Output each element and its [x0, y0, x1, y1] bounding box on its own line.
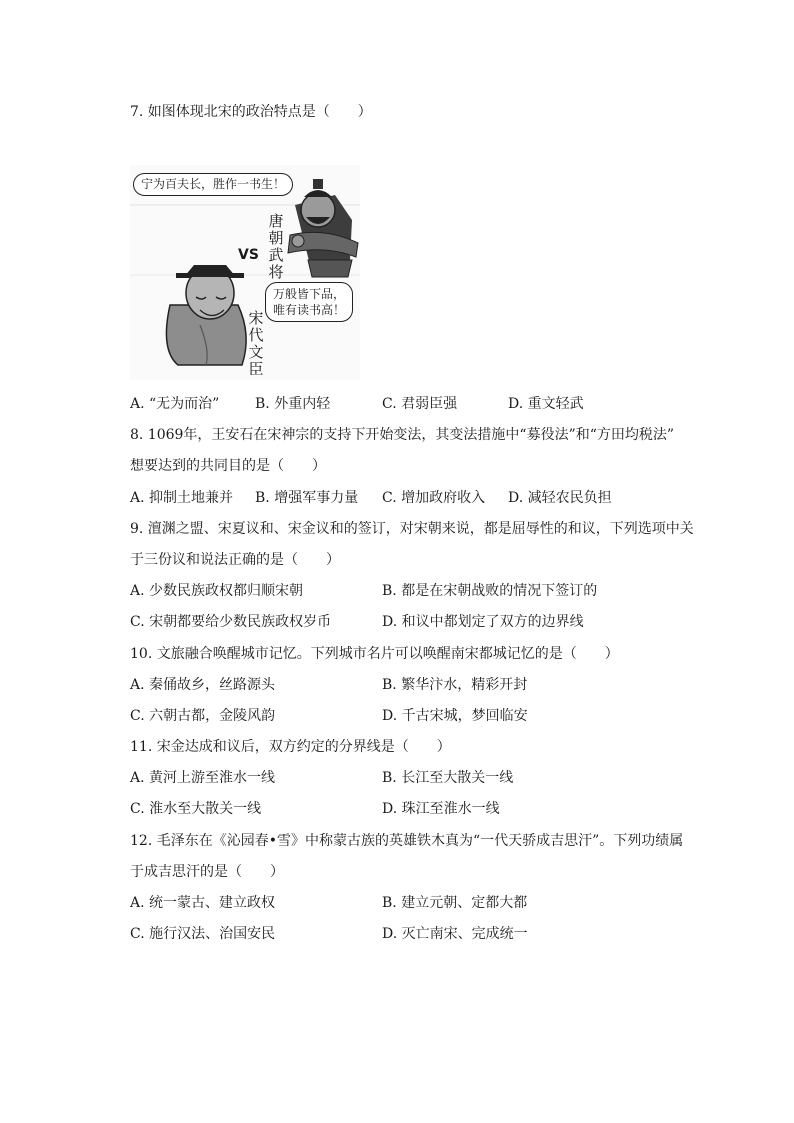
q8-stem-line1: 8. 1069年，王安石在宋神宗的支持下开始变法，其变法措施中“募役法”和“方田均税法” — [130, 427, 675, 443]
q7-option-d[interactable]: D. 重文轻武 — [508, 396, 584, 412]
q8-option-d[interactable]: D. 减轻农民负担 — [508, 490, 612, 506]
q7-option-b[interactable]: B. 外重内轻 — [255, 396, 331, 412]
q10-option-a[interactable]: A. 秦俑故乡，丝路源头 — [130, 677, 276, 693]
q12-option-b[interactable]: B. 建立元朝、定都大都 — [382, 895, 528, 911]
q12-stem-line1: 12. 毛泽东在《沁园春•雪》中称蒙古族的英雄铁木真为“一代天骄成吉思汗”。下列功绩属 — [130, 833, 684, 849]
q11-stem: 11. 宋金达成和议后，双方约定的分界线是（ ） — [130, 739, 451, 755]
q8-stem-line2: 想要达到的共同目的是（ ） — [130, 458, 326, 474]
q9-stem-line2: 于三份议和说法正确的是（ ） — [130, 552, 340, 568]
q10-option-b[interactable]: B. 繁华汴水，精彩开封 — [382, 677, 528, 693]
q12-option-d[interactable]: D. 灭亡南宋、完成统一 — [382, 926, 528, 942]
q9-option-d[interactable]: D. 和议中都划定了双方的边界线 — [382, 614, 584, 630]
q11-option-b[interactable]: B. 长江至大散关一线 — [382, 770, 514, 786]
q7-option-a[interactable]: A. “无为而治” — [130, 396, 220, 412]
q7-stem: 7. 如图体现北宋的政治特点是（ ） — [130, 104, 372, 120]
q7-cartoon — [130, 165, 360, 380]
cartoon-illustration — [130, 165, 360, 380]
q11-option-c[interactable]: C. 淮水至大散关一线 — [130, 801, 262, 817]
general-label: 唐 朝 武 将 — [268, 212, 284, 281]
q9-option-a[interactable]: A. 少数民族政权都归顺宋朝 — [130, 583, 304, 599]
q7-option-c[interactable]: C. 君弱臣强 — [382, 396, 458, 412]
q11-option-d[interactable]: D. 珠江至淮水一线 — [382, 801, 500, 817]
q9-option-c[interactable]: C. 宋朝都要给少数民族政权岁币 — [130, 614, 332, 630]
q11-option-a[interactable]: A. 黄河上游至淮水一线 — [130, 770, 276, 786]
q8-option-b[interactable]: B. 增强军事力量 — [255, 490, 359, 506]
q8-option-a[interactable]: A. 抑制土地兼并 — [130, 490, 234, 506]
q12-option-a[interactable]: A. 统一蒙古、建立政权 — [130, 895, 276, 911]
q8-option-c[interactable]: C. 增加政府收入 — [382, 490, 486, 506]
scholar-label: 宋 代 文 臣 — [248, 309, 264, 378]
q12-stem-line2: 于成吉思汗的是（ ） — [130, 864, 284, 880]
q9-stem-line1: 9. 澶渊之盟、宋夏议和、宋金议和的签订，对宋朝来说，都是屈辱性的和议，下列选项中关 — [130, 521, 694, 537]
q10-option-c[interactable]: C. 六朝古都，金陵风韵 — [130, 708, 276, 724]
q10-option-d[interactable]: D. 千古宋城，梦回临安 — [382, 708, 528, 724]
vs-label: VS — [238, 247, 259, 263]
scholar-speech-bubble: 万般皆下品， 唯有读书高！ — [265, 282, 353, 322]
general-speech-bubble: 宁为百夫长，胜作一书生！ — [133, 173, 293, 196]
q10-stem: 10. 文旅融合唤醒城市记忆。下列城市名片可以唤醒南宋都城记忆的是（ ） — [130, 646, 619, 662]
q12-option-c[interactable]: C. 施行汉法、治国安民 — [130, 926, 276, 942]
q9-option-b[interactable]: B. 都是在宋朝战败的情况下签订的 — [382, 583, 598, 599]
